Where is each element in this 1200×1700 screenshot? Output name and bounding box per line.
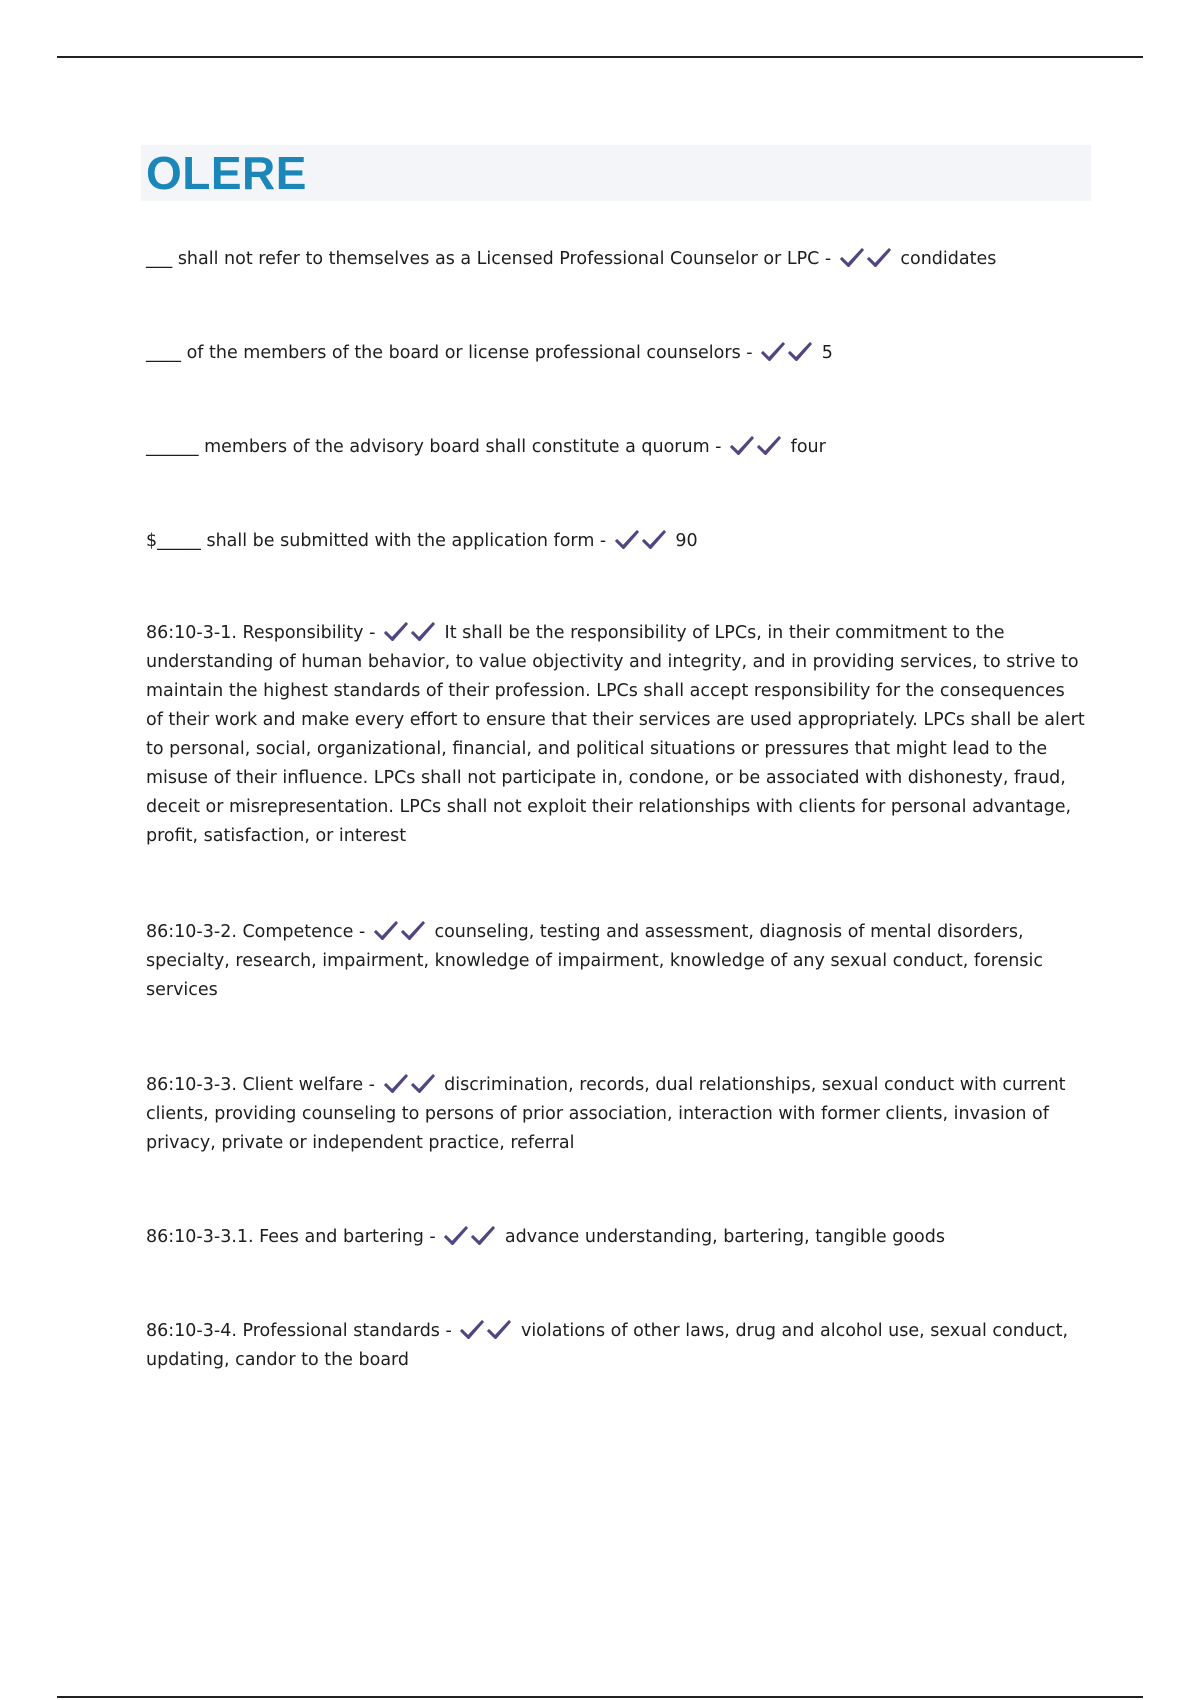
question-text: 86:10-3-1. Responsibility - xyxy=(146,623,376,643)
qa-item-6 xyxy=(146,918,1086,1005)
answer-text: advance understanding, bartering, tangible goods xyxy=(504,1227,945,1247)
question-text: 86:10-3-4. Professional standards - xyxy=(146,1321,452,1341)
check-mark-icon xyxy=(614,529,641,549)
title-banner xyxy=(141,145,1091,201)
check-mark-icon xyxy=(443,1225,470,1245)
qa-item-3 xyxy=(146,433,1086,462)
answer-text: counseling, testing and assessment, diagnosis of mental disorders, specialty, research, impairment, knowledge of impairment, knowledge of any sexual conduct, forensic services xyxy=(146,922,1043,1000)
answer-checks xyxy=(383,1071,437,1100)
qa-item-9 xyxy=(146,1317,1086,1375)
check-mark-icon xyxy=(373,920,400,940)
check-mark-icon xyxy=(486,1319,513,1339)
answer-checks xyxy=(443,1223,497,1252)
question-text: ______ members of the advisory board shall constitute a quorum - xyxy=(146,437,722,457)
question-text: ____ of the members of the board or license professional counselors - xyxy=(146,343,753,363)
check-mark-icon xyxy=(787,341,814,361)
answer-checks xyxy=(839,245,893,274)
check-mark-icon xyxy=(383,1073,410,1093)
question-text: ___ shall not refer to themselves as a Licensed Professional Counselor or LPC - xyxy=(146,249,832,269)
check-mark-icon xyxy=(410,621,437,641)
qa-item-7 xyxy=(146,1071,1086,1158)
answer-text: discrimination, records, dual relationships, sexual conduct with current clients, providing counseling to persons of prior association, interaction with former clients, invasion of privacy, private or independent practice, referral xyxy=(146,1075,1066,1153)
answer-text: four xyxy=(790,437,826,457)
answer-checks xyxy=(373,918,427,947)
answer-checks xyxy=(614,527,668,556)
answer-checks xyxy=(729,433,783,462)
qa-item-4 xyxy=(146,527,1086,556)
question-text: 86:10-3-3. Client welfare - xyxy=(146,1075,375,1095)
check-mark-icon xyxy=(410,1073,437,1093)
top-divider xyxy=(57,56,1143,58)
check-mark-icon xyxy=(839,247,866,267)
qa-item-8 xyxy=(146,1223,1086,1252)
answer-text: 5 xyxy=(821,343,833,363)
answer-checks xyxy=(459,1317,513,1346)
answer-text: It shall be the responsibility of LPCs, in their commitment to the understanding of human behavior, to value objectivity and integrity, and in providing services, to strive to maintain the highest standards of their profession. LPCs shall accept responsibility for the consequences of their work and make every effort to ensure that their services are used appropriately. LPCs shall be alert to personal, social, organizational, financial, and political situations or pressures that might lead to the misuse of their influence. LPCs shall not participate in, condone, or be associated with dishonesty, fraud, deceit or misrepresentation. LPCs shall not exploit their relationships with clients for personal advantage, profit, satisfaction, or interest xyxy=(146,623,1085,846)
check-mark-icon xyxy=(470,1225,497,1245)
answer-text: 90 xyxy=(675,531,698,551)
check-mark-icon xyxy=(756,435,783,455)
answer-checks xyxy=(760,339,814,368)
question-text: 86:10-3-3.1. Fees and bartering - xyxy=(146,1227,436,1247)
check-mark-icon xyxy=(641,529,668,549)
bottom-divider xyxy=(57,1696,1143,1698)
question-text: 86:10-3-2. Competence - xyxy=(146,922,366,942)
check-mark-icon xyxy=(400,920,427,940)
qa-item-5 xyxy=(146,619,1086,851)
question-text: $_____ shall be submitted with the application form - xyxy=(146,531,607,551)
check-mark-icon xyxy=(459,1319,486,1339)
check-mark-icon xyxy=(729,435,756,455)
check-mark-icon xyxy=(760,341,787,361)
qa-item-2 xyxy=(146,339,1086,368)
qa-item-1 xyxy=(146,245,1086,274)
check-mark-icon xyxy=(866,247,893,267)
answer-checks xyxy=(383,619,437,648)
answer-text: condidates xyxy=(900,249,997,269)
document-title: OLERE xyxy=(146,147,307,199)
check-mark-icon xyxy=(383,621,410,641)
answer-text: violations of other laws, drug and alcohol use, sexual conduct, updating, candor to the board xyxy=(146,1321,1069,1370)
